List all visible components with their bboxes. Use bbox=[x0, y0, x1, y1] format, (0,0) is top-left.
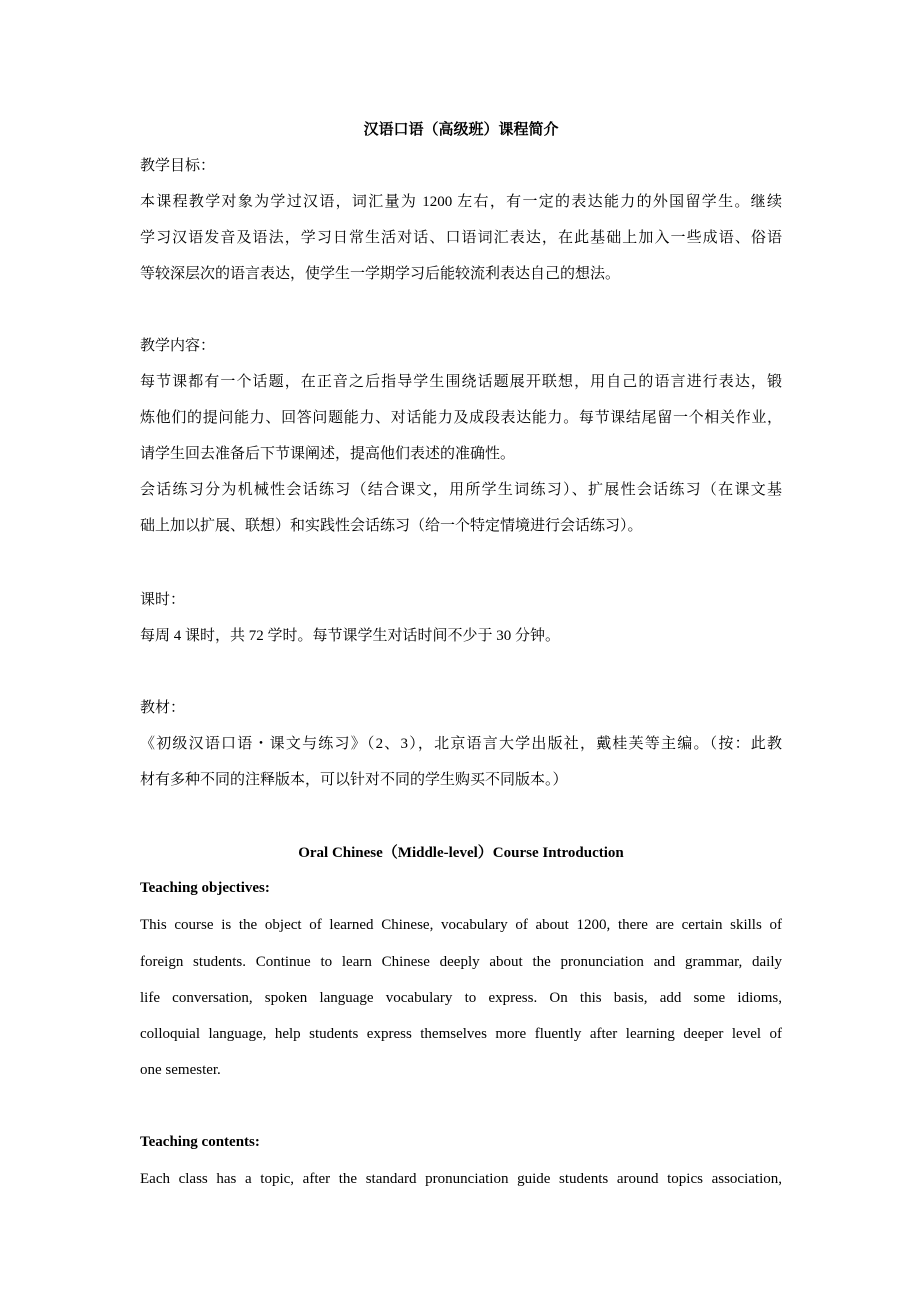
en-objectives-line: one semester. bbox=[140, 1062, 221, 1078]
en-objectives-line: colloquial language, help students express themselves more fluently after learning deeper level of bbox=[140, 1026, 782, 1042]
zh-textbook-line: 《初级汉语口语・课文与练习》（2、3），北京语言大学出版社，戴桂芙等主编。（按：此教 bbox=[140, 736, 782, 752]
zh-textbook-heading: 教材： bbox=[140, 700, 186, 716]
zh-contents-line: 炼他们的提问能力、回答问题能力、对话能力及成段表达能力。每节课结尾留一个相关作业， bbox=[140, 410, 782, 426]
en-objectives-line: This course is the object of learned Chinese, vocabulary of about 1200, there are certain skills of bbox=[140, 917, 782, 933]
zh-contents-line: 请学生回去准备后下节课阐述，提高他们表述的准确性。 bbox=[140, 446, 516, 462]
en-title: Oral Chinese（Middle-level）Course Introduction bbox=[298, 845, 624, 861]
en-objectives-line: foreign students. Continue to learn Chinese deeply about the pronunciation and grammar, daily bbox=[140, 954, 782, 970]
zh-contents-heading: 教学内容： bbox=[140, 338, 216, 354]
zh-title: 汉语口语（高级班）课程简介 bbox=[363, 122, 559, 138]
en-contents-heading: Teaching contents: bbox=[140, 1134, 260, 1150]
zh-hours-heading: 课时： bbox=[140, 592, 186, 608]
en-objectives-line: life conversation, spoken language vocabulary to express. On this basis, add some idioms, bbox=[140, 990, 782, 1006]
zh-hours-line: 每周 4 课时，共 72 学时。每节课学生对话时间不少于 30 分钟。 bbox=[140, 628, 561, 644]
zh-objectives-line: 等较深层次的语言表达，使学生一学期学习后能较流利表达自己的想法。 bbox=[140, 266, 621, 282]
zh-objectives-heading: 教学目标： bbox=[140, 158, 216, 174]
zh-objectives-line: 本课程教学对象为学过汉语，词汇量为 1200 左右，有一定的表达能力的外国留学生。继续 bbox=[140, 194, 782, 210]
en-objectives-heading: Teaching objectives: bbox=[140, 880, 270, 896]
en-contents-line: Each class has a topic, after the standard pronunciation guide students around topics association, bbox=[140, 1171, 782, 1187]
zh-textbook-line: 材有多种不同的注释版本，可以针对不同的学生购买不同版本。） bbox=[140, 772, 568, 788]
zh-contents-line: 每节课都有一个话题，在正音之后指导学生围绕话题展开联想，用自己的语言进行表达，锻 bbox=[140, 374, 782, 390]
zh-objectives-line: 学习汉语发音及语法，学习日常生活对话、口语词汇表达，在此基础上加入一些成语、俗语 bbox=[140, 230, 782, 246]
zh-contents-line: 础上加以扩展、联想）和实践性会话练习（给一个特定情境进行会话练习）。 bbox=[140, 518, 643, 534]
zh-contents-line: 会话练习分为机械性会话练习（结合课文，用所学生词练习）、扩展性会话练习（在课文基 bbox=[140, 482, 782, 498]
